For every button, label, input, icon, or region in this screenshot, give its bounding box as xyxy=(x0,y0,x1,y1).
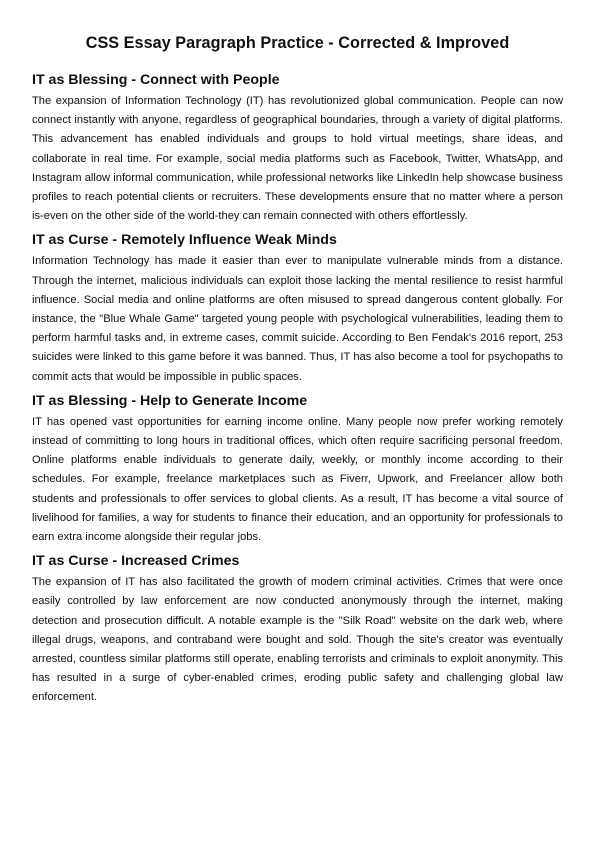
section-connect-with-people xyxy=(32,71,563,226)
section-paragraph: The expansion of IT has also facilitated the growth of modern criminal activities. Crimes that were once easily controlled by law enforcement are now conducted anonymously through the internet, making detection and prosecution difficult. A notable example is the "Silk Road" website on the dark web, where illegal drugs, weapons, and contraband were bought and sold. Though the site's creator was eventually arrested, countless similar platforms still operate, enabling terrorists and criminals to exploit anonymity. This has resulted in a surge of cyber-enabled crimes, eroding public safety and challenging global law enforcement. xyxy=(32,576,563,704)
section-heading: IT as Curse - Remotely Influence Weak Minds xyxy=(32,232,337,249)
section-generate-income xyxy=(32,392,563,547)
section-heading: IT as Blessing - Help to Generate Income xyxy=(32,392,308,409)
section-paragraph: Information Technology has made it easier than ever to manipulate vulnerable minds from a distance. Through the internet, malicious individuals can exploit those lacking the mental resilience to resist harmful influence. Social media and online platforms are often misused to spread dangerous content globally. For instance, the "Blue Whale Game" targeted young people with psychological vulnerabilities, leading them to perform harmful tasks and, in extreme cases, commit suicide. According to Ben Fendak's 2016 report, 253 suicides were linked to this game before it was banned. Thus, IT has also become a tool for psychopaths to commit acts that would be impossible in public spaces. xyxy=(32,255,563,383)
section-heading: IT as Curse - Increased Crimes xyxy=(32,553,240,570)
section-paragraph: The expansion of Information Technology (IT) has revolutionized global communication. People can now connect instantly with anyone, regardless of geographical boundaries, through a variety of digital platforms. This advancement has enabled individuals and groups to hold virtual meetings, share ideas, and collaborate in real time. For example, social media platforms such as Facebook, Twitter, WhatsApp, and Instagram allow informal communication, while professional networks like LinkedIn help showcase business profiles to reach potential clients or recruiters. These developments ensure that no matter where a person is-even on the other side of the world-they can remain connected with others effortlessly. xyxy=(32,95,563,223)
section-increased-crimes xyxy=(32,552,563,707)
section-heading: IT as Blessing - Connect with People xyxy=(32,72,280,88)
section-paragraph: IT has opened vast opportunities for earning income online. Many people now prefer working remotely instead of committing to long hours in traditional offices, which often require sacrificing personal freedom. Online platforms enable individuals to generate daily, weekly, or monthly income according to their schedules. For example, freelance marketplaces such as Fiverr, Upwork, and Freelancer allow both students and professionals to offer services to global clients. As a result, IT has become a vital source of livelihood for families, a way for students to finance their education, and an opportunity for professionals to earn extra income alongside their regular jobs. xyxy=(32,415,563,544)
document-title: CSS Essay Paragraph Practice - Corrected & Improved xyxy=(85,34,510,52)
section-influence-weak-minds xyxy=(32,231,563,386)
